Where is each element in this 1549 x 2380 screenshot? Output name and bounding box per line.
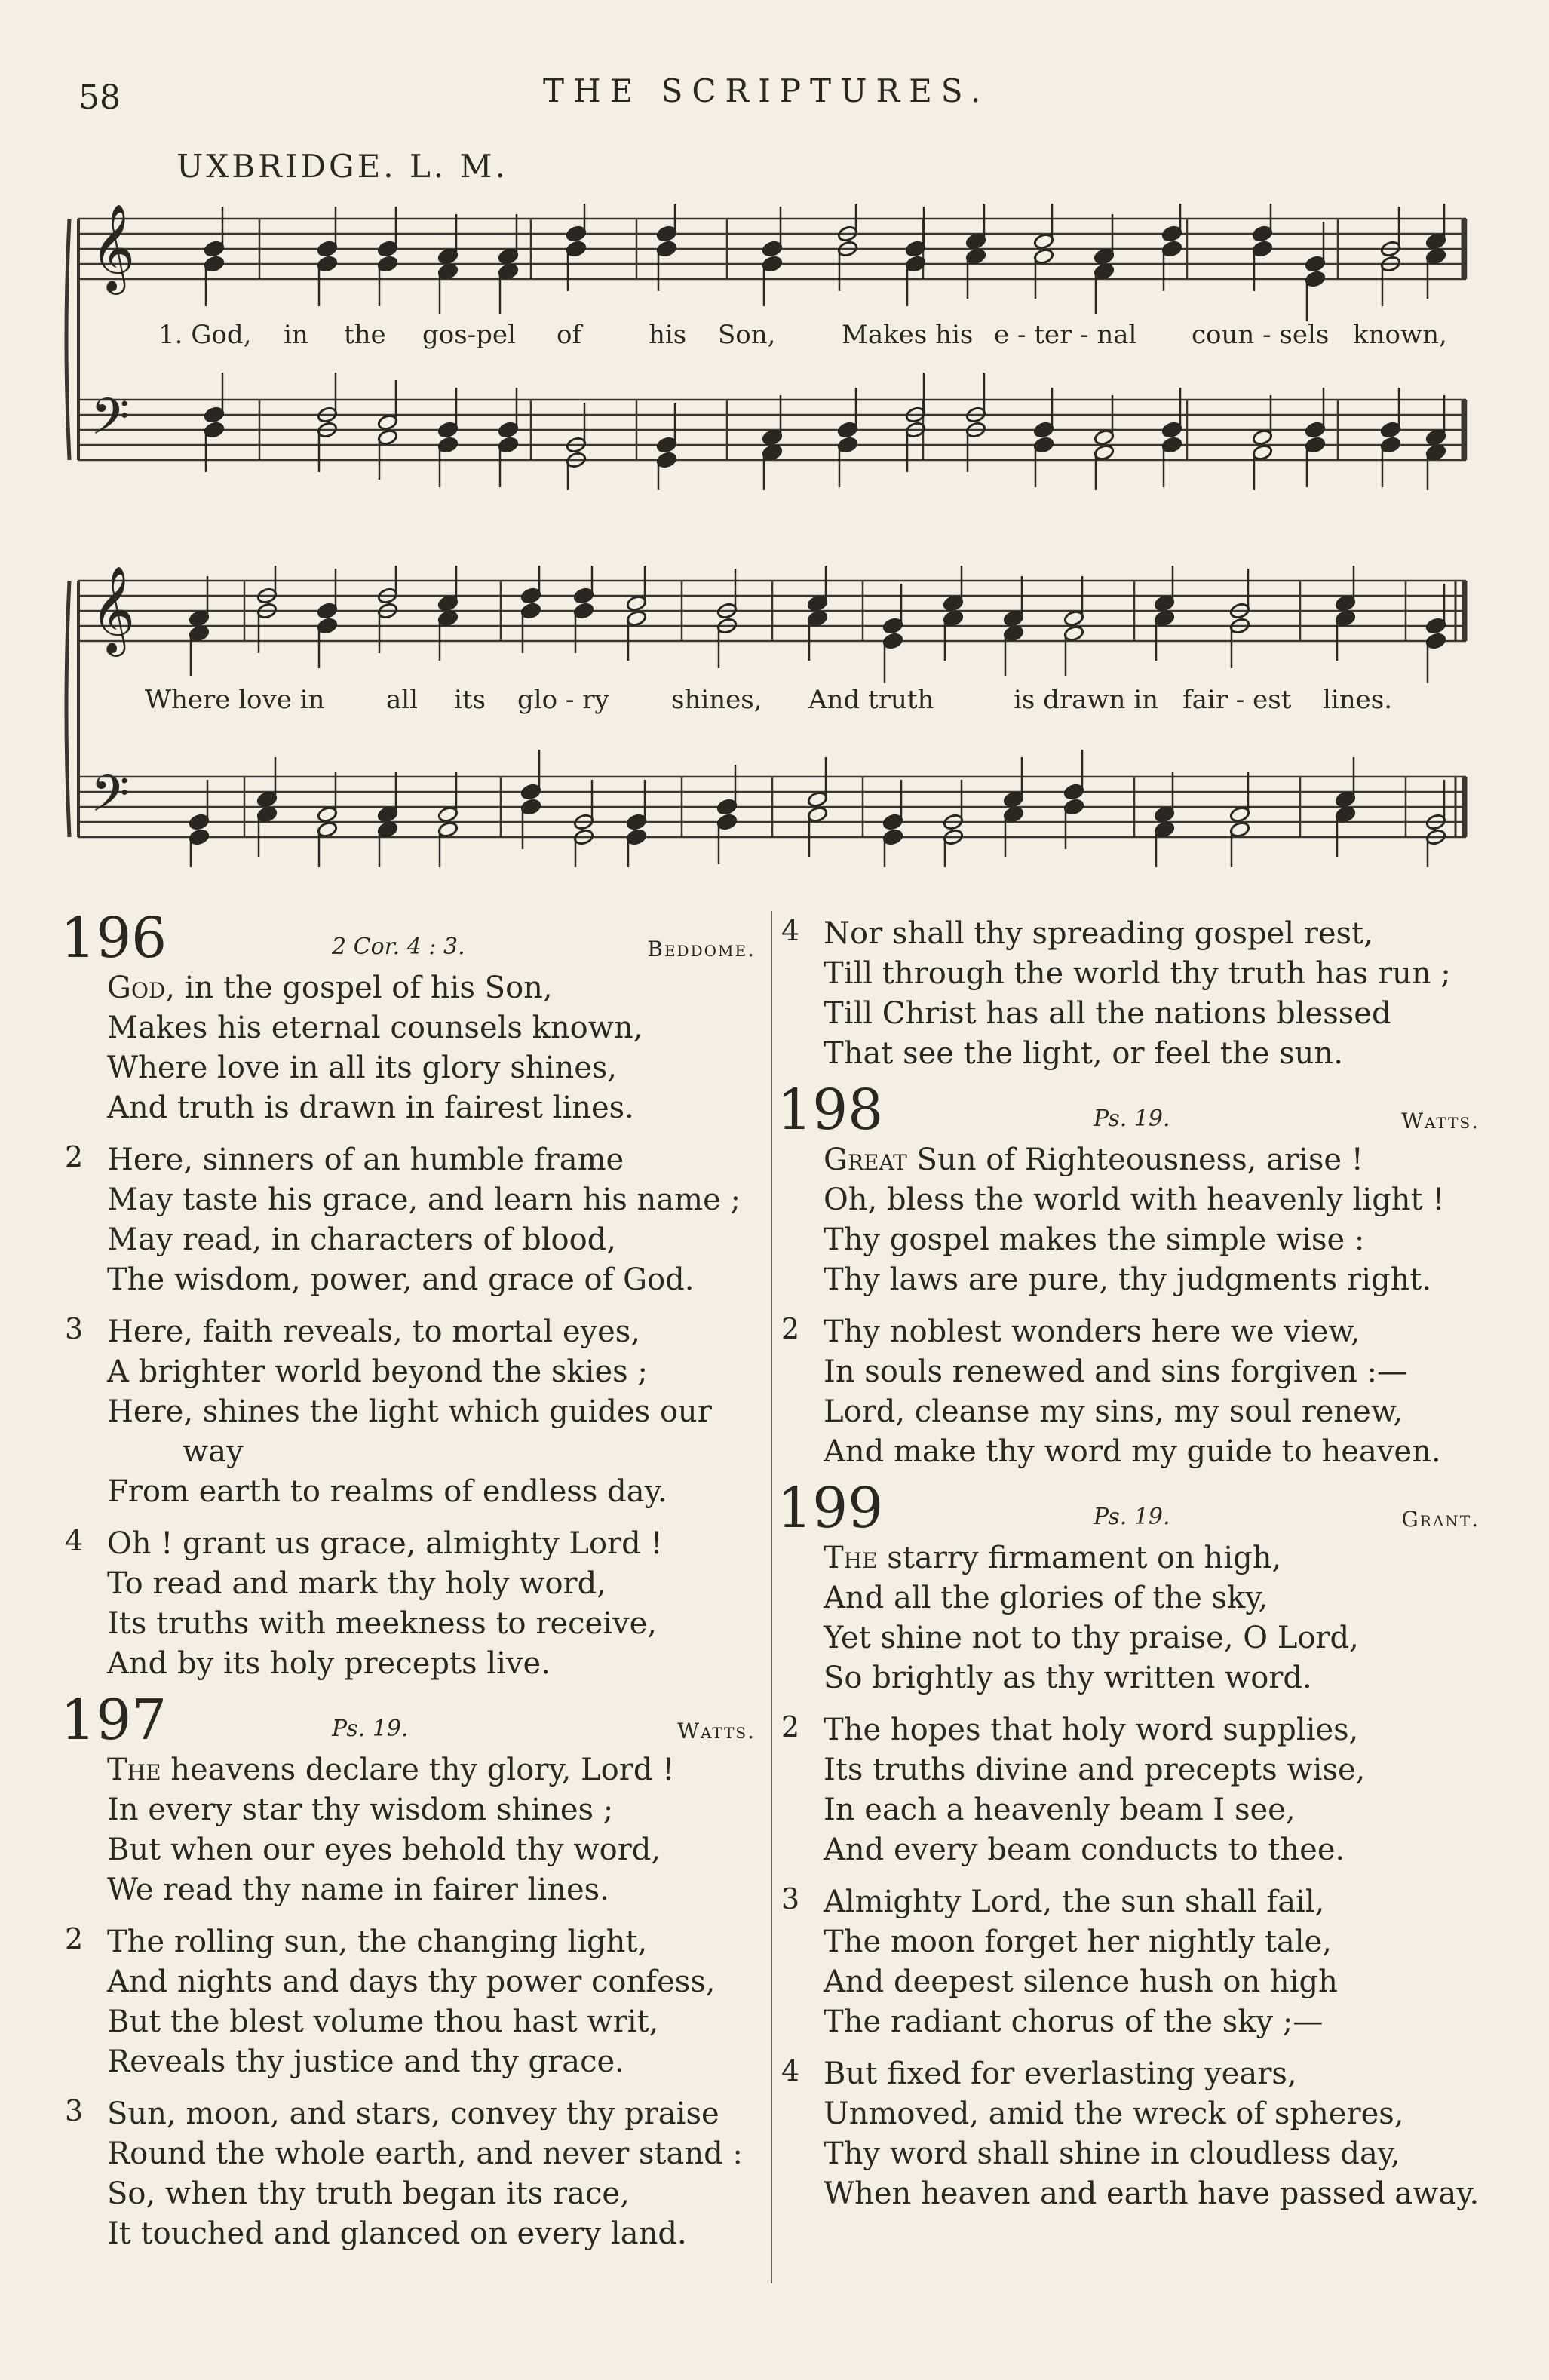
stanza-number: 3: [65, 1312, 84, 1345]
verse-text: And deepest silence hush on high: [824, 1964, 1338, 1999]
verse-text: Sun, moon, and stars, convey thy praise: [107, 2096, 719, 2131]
verse-line: [60, 968, 762, 1008]
verse-line: [60, 1644, 762, 1684]
stanza: [60, 1312, 762, 1512]
stanza: [777, 1312, 1486, 1472]
running-head: THE SCRIPTURES.: [543, 72, 990, 109]
verse-text: starry firmament on high,: [877, 1541, 1282, 1575]
verse-line: [777, 1658, 1486, 1698]
lyric-syllable: of: [557, 320, 582, 350]
verse-line: [777, 2134, 1486, 2174]
scripture-reference: 2 Cor. 4 : 3.: [332, 934, 465, 960]
stanza: [60, 968, 762, 1128]
lyric-syllable: Where love in: [145, 685, 325, 715]
verse-text: Thy noblest wonders here we view,: [824, 1314, 1360, 1349]
verse-text: Oh, bless the world with heavenly light !: [824, 1182, 1445, 1217]
verse-text: In souls renewed and sins forgiven :—: [824, 1354, 1408, 1389]
lyric-syllable: his: [649, 320, 687, 350]
verse-line: [777, 2054, 1486, 2094]
verse-text: In every star thy wisdom shines ;: [107, 1793, 614, 1827]
hymn-199: [777, 1476, 1486, 2214]
lyric-syllable: all: [386, 685, 419, 715]
column-divider: [771, 911, 772, 2283]
verse-text: But the blest volume thou hast writ,: [107, 2004, 659, 2039]
verse-line: [60, 1352, 762, 1392]
stanza-number: 4: [781, 914, 800, 947]
lyric-syllable: in: [284, 320, 308, 350]
verse-text: So brightly as thy written word.: [824, 1661, 1312, 1695]
hymn-number: 199: [777, 1476, 884, 1541]
verse-line: [777, 914, 1486, 954]
verse-text: So, when thy truth began its race,: [107, 2176, 630, 2211]
verse-line: [60, 1472, 762, 1512]
verse-line: [777, 1578, 1486, 1618]
verse-line: [60, 1432, 762, 1472]
lyric-syllable: the: [344, 320, 386, 350]
lyric-syllable: Makes his: [842, 320, 974, 350]
verse-line: [777, 1750, 1486, 1790]
lyric-syllable: fair - est: [1182, 685, 1292, 715]
verse-line: [777, 1618, 1486, 1658]
treble-clef-icon: 𝄞: [90, 204, 136, 291]
lyric-syllable: Son,: [718, 320, 776, 350]
treble-clef-icon: 𝄞: [90, 566, 136, 653]
hymn-author: Grant.: [1401, 1507, 1480, 1532]
verse-text: Thy word shall shine in cloudless day,: [824, 2136, 1400, 2171]
verse-text: Thy gospel makes the simple wise :: [824, 1222, 1365, 1257]
stanza: [60, 1922, 762, 2082]
verse-text: We read thy name in fairer lines.: [107, 1872, 609, 1907]
verse-text: way: [183, 1434, 244, 1469]
lyric-syllable: is drawn in: [1014, 685, 1158, 715]
verse-line: [60, 1524, 762, 1564]
scripture-reference: Ps. 19.: [1094, 1504, 1170, 1530]
verse-line: [60, 1260, 762, 1300]
stanza: [60, 1140, 762, 1300]
verse-text: Its truths divine and precepts wise,: [824, 1753, 1366, 1787]
verse-line: [777, 1538, 1486, 1578]
scripture-reference: Ps. 19.: [1094, 1106, 1170, 1132]
lyric-syllable: coun - sels: [1192, 320, 1330, 350]
stanza: [777, 914, 1486, 1074]
verse-line: [777, 1922, 1486, 1962]
stanza-number: 4: [781, 2054, 800, 2087]
stanza-number: 3: [65, 2094, 84, 2127]
verse-line: [777, 1392, 1486, 1432]
verse-line: [60, 1392, 762, 1432]
verse-text: Oh ! grant us grace, almighty Lord !: [107, 1526, 663, 1561]
verse-text: Thy laws are pure, thy judgments right.: [824, 1262, 1432, 1297]
first-word: The: [824, 1541, 878, 1575]
lyric-syllable: And truth: [808, 685, 934, 715]
verse-text: Unmoved, amid the wreck of spheres,: [824, 2096, 1404, 2131]
verse-text: May read, in characters of blood,: [107, 1222, 617, 1257]
verse-line: [60, 1312, 762, 1352]
verse-line: [777, 1312, 1486, 1352]
stanza-number: 3: [781, 1882, 800, 1915]
verse-line: [60, 1962, 762, 2002]
verse-text: But fixed for everlasting years,: [824, 2056, 1297, 2091]
lyric-syllable: shines,: [671, 685, 762, 715]
verse-line: [60, 2042, 762, 2082]
first-word: Great: [824, 1142, 907, 1177]
verse-text: Almighty Lord, the sun shall fail,: [824, 1885, 1325, 1919]
verse-text: A brighter world beyond the skies ;: [107, 1354, 648, 1389]
verse-text: The radiant chorus of the sky ;—: [824, 2004, 1324, 2039]
lyric-syllable: glo - ry: [517, 685, 609, 715]
verse-text: And by its holy precepts live.: [107, 1646, 551, 1681]
verse-text: And every beam conducts to thee.: [824, 1833, 1345, 1867]
verse-text: Here, faith reveals, to mortal eyes,: [107, 1314, 641, 1349]
verse-line: [60, 2134, 762, 2174]
verse-line: [60, 1140, 762, 1180]
stanza: [60, 1750, 762, 1910]
tune-name: UXBRIDGE. L. M.: [176, 148, 508, 185]
page-number: 58: [78, 78, 121, 117]
lyric-syllable: its: [454, 685, 486, 715]
stanza-number: 2: [65, 1922, 84, 1955]
verse-line: [777, 1432, 1486, 1472]
verse-text: Till Christ has all the nations blessed: [824, 996, 1391, 1031]
verse-line: [60, 2174, 762, 2214]
verse-text: That see the light, or feel the sun.: [824, 1036, 1343, 1071]
verse-line: [60, 1790, 762, 1830]
stanza-number: 2: [781, 1710, 800, 1744]
verse-line: [777, 1882, 1486, 1922]
lyric-syllable: gos-pel: [422, 320, 516, 350]
brace-icon: [66, 219, 69, 460]
verse-line: [777, 1260, 1486, 1300]
stanza: [777, 1710, 1486, 1870]
verse-line: [60, 1830, 762, 1870]
stanza: [777, 1538, 1486, 1698]
hymn-author: Watts.: [1401, 1109, 1480, 1133]
stanza-number: 2: [65, 1140, 84, 1173]
verse-line: [60, 1180, 762, 1220]
verse-line: [60, 1750, 762, 1790]
verse-text: Its truths with meekness to receive,: [107, 1606, 657, 1641]
verse-line: [60, 2094, 762, 2134]
hymn-author: Beddome.: [647, 937, 756, 962]
bass-clef-icon: 𝄢: [90, 388, 130, 458]
hymn-author: Watts.: [677, 1719, 756, 1744]
verse-line: [60, 1220, 762, 1260]
verse-text: Lord, cleanse my sins, my soul renew,: [824, 1394, 1403, 1429]
verse-text: Round the whole earth, and never stand :: [107, 2136, 743, 2171]
verse-line: [777, 994, 1486, 1034]
stanza: [777, 1882, 1486, 2042]
lyric-syllable: 1. God,: [158, 320, 252, 350]
verse-line: [777, 954, 1486, 994]
verse-text: Reveals thy justice and thy grace.: [107, 2044, 624, 2079]
stanza-number: 2: [781, 1312, 800, 1345]
verse-line: [777, 1352, 1486, 1392]
verse-line: [60, 1048, 762, 1088]
music-system-2: [63, 566, 1481, 867]
verse-line: [60, 1922, 762, 1962]
verse-line: [60, 2002, 762, 2042]
verse-text: Nor shall thy spreading gospel rest,: [824, 916, 1373, 951]
stanza: [60, 1524, 762, 1684]
verse-text: In each a heavenly beam I see,: [824, 1793, 1296, 1827]
verse-text: Sun of Righteousness, arise !: [906, 1142, 1363, 1177]
verse-text: Here, shines the light which guides our: [107, 1394, 712, 1429]
verse-line: [777, 2174, 1486, 2214]
hymn-header: [777, 1476, 1486, 1541]
lyric-syllable: known,: [1353, 320, 1447, 350]
verse-text: And all the glories of the sky,: [824, 1581, 1268, 1615]
verse-text: When heaven and earth have passed away.: [824, 2176, 1480, 2211]
verse-text: And nights and days thy power confess,: [107, 1964, 716, 1999]
hymn-198: [777, 1078, 1486, 1472]
lyric-syllable: e - ter - nal: [994, 320, 1137, 350]
verse-line: [777, 1710, 1486, 1750]
verse-line: [60, 2214, 762, 2254]
verse-line: [777, 1220, 1486, 1260]
verse-text: The wisdom, power, and grace of God.: [107, 1262, 695, 1297]
first-word: God,: [107, 971, 176, 1005]
verse-text: Yet shine not to thy praise, O Lord,: [824, 1621, 1359, 1655]
hymn-number: 198: [777, 1078, 884, 1142]
right-column: [777, 914, 1486, 2226]
verse-line: [60, 1088, 762, 1128]
left-column: [60, 906, 762, 2266]
verse-text: Where love in all its glory shines,: [107, 1050, 618, 1085]
verse-line: [777, 1830, 1486, 1870]
verse-line: [777, 1140, 1486, 1180]
hymn-number: 196: [60, 906, 167, 971]
verse-line: [777, 2094, 1486, 2134]
verse-text: heavens declare thy glory, Lord !: [161, 1753, 675, 1787]
stanza: [777, 1140, 1486, 1300]
verse-text: The hopes that holy word supplies,: [824, 1713, 1359, 1747]
first-word: The: [107, 1753, 161, 1787]
verse-text: The moon forget her nightly tale,: [824, 1925, 1332, 1959]
verse-text: Till through the world thy truth has run ;: [824, 956, 1451, 991]
scripture-reference: Ps. 19.: [332, 1716, 409, 1742]
verse-text: But when our eyes behold thy word,: [107, 1833, 661, 1867]
stanza-number: 4: [65, 1524, 84, 1557]
verse-line: [60, 1604, 762, 1644]
verse-text: Here, sinners of an humble frame: [107, 1142, 624, 1177]
stanza: [777, 2054, 1486, 2214]
verse-line: [60, 1870, 762, 1910]
hymn-197: [60, 1688, 762, 2254]
bass-clef-icon: 𝄢: [90, 765, 130, 835]
lyric-syllable: lines.: [1323, 685, 1393, 715]
verse-line: [777, 1962, 1486, 2002]
verse-line: [777, 2002, 1486, 2042]
stanza: [60, 2094, 762, 2254]
verse-line: [60, 1008, 762, 1048]
verse-line: [60, 1564, 762, 1604]
hymn-196: [60, 906, 762, 1684]
music-staves-2: [63, 566, 1481, 867]
verse-line: [777, 1034, 1486, 1074]
hymn-number: 197: [60, 1688, 167, 1753]
verse-line: [777, 1180, 1486, 1220]
verse-text: It touched and glanced on every land.: [107, 2216, 687, 2251]
verse-text: The rolling sun, the changing light,: [107, 1925, 648, 1959]
verse-text: in the gospel of his Son,: [175, 971, 553, 1005]
hymn-header: [60, 906, 762, 971]
hymn-header: [777, 1078, 1486, 1142]
hymn-header: [60, 1688, 762, 1753]
verse-text: May taste his grace, and learn his name ;: [107, 1182, 741, 1217]
verse-text: From earth to realms of endless day.: [107, 1474, 667, 1509]
verse-text: And make thy word my guide to heaven.: [824, 1434, 1441, 1469]
verse-text: Makes his eternal counsels known,: [107, 1011, 643, 1045]
verse-text: And truth is drawn in fairest lines.: [107, 1090, 634, 1125]
verse-text: To read and mark thy holy word,: [107, 1566, 606, 1601]
brace-icon: [66, 581, 69, 837]
verse-line: [777, 1790, 1486, 1830]
